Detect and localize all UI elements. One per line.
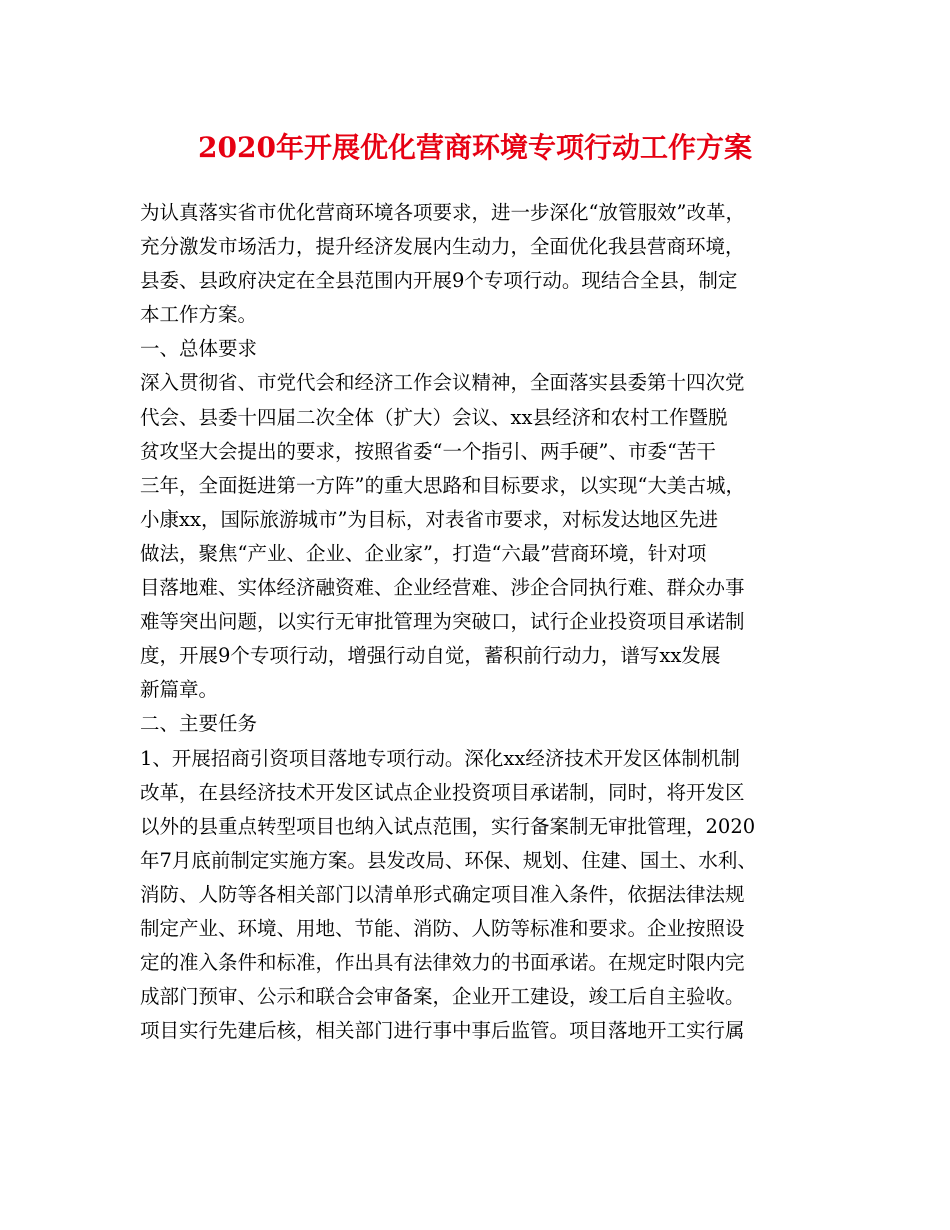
document-body: [140, 196, 830, 1048]
text-line: 1、开展招商引资项目落地专项行动。深化xx经济技术开发区体制机制: [140, 746, 740, 770]
text-line: 新篇章。: [140, 678, 219, 702]
text-line: 制定产业、环境、用地、节能、消防、人防等标准和要求。企业按照设: [140, 916, 745, 940]
text-line: 改革，在县经济技术开发区试点企业投资项目承诺制，同时，将开发区: [140, 780, 745, 804]
text-line: 为认真落实省市优化营商环境各项要求，进一步深化“放管服效”改革，: [140, 201, 745, 224]
text-line: 小康xx，国际旅游城市”为目标，对表省市要求，对标发达地区先进: [140, 507, 718, 531]
document-title: 2020年开展优化营商环境专项行动工作方案: [198, 131, 752, 164]
text-line: 充分激发市场活力，提升经济发展内生动力，全面优化我县营商环境，: [140, 235, 745, 259]
text-line: 难等突出问题，以实行无审批管理为突破口，试行企业投资项目承诺制: [140, 610, 745, 634]
text-line: 度，开展9个专项行动，增强行动自觉，蓄积前行动力，谱写xx发展: [140, 644, 721, 668]
text-line: 定的准入条件和标准，作出具有法律效力的书面承诺。在规定时限内完: [140, 951, 745, 975]
text-line: 成部门预审、公示和联合会审备案，企业开工建设，竣工后自主验收。: [140, 985, 745, 1009]
text-line: 深入贯彻省、市党代会和经济工作会议精神，全面落实县委第十四次党: [140, 371, 745, 395]
text-line: 代会、县委十四届二次全体（扩大）会议、xx县经济和农村工作暨脱: [140, 405, 728, 429]
text-line: 目落地难、实体经济融资难、企业经营难、涉企合同执行难、群众办事: [140, 576, 745, 600]
text-line: 消防、人防等各相关部门以清单形式确定项目准入条件，依据法律法规: [140, 882, 745, 906]
text-line: 年7月底前制定实施方案。县发改局、环保、规划、住建、国土、水利、: [140, 848, 757, 872]
section-heading: 一、总体要求: [140, 337, 258, 361]
text-line: 县委、县政府决定在全县范围内开展9个专项行动。现结合全县，制定: [140, 269, 738, 293]
text-line: 贫攻坚大会提出的要求，按照省委“一个指引、两手硬”、市委“苦干: [140, 439, 716, 463]
text-line: 以外的县重点转型项目也纳入试点范围，实行备案制无审批管理，2020: [140, 814, 756, 838]
section-heading: 二、主要任务: [140, 712, 258, 736]
text-line: 三年，全面挺进第一方阵”的重大思路和目标要求，以实现“大美古城，: [140, 473, 745, 497]
text-line: 做法，聚焦“产业、企业、企业家”，打造“六最”营商环境，针对项: [140, 541, 707, 565]
text-line: 本工作方案。: [140, 303, 258, 327]
text-line: 项目实行先建后核，相关部门进行事中事后监管。项目落地开工实行属: [140, 1019, 745, 1043]
